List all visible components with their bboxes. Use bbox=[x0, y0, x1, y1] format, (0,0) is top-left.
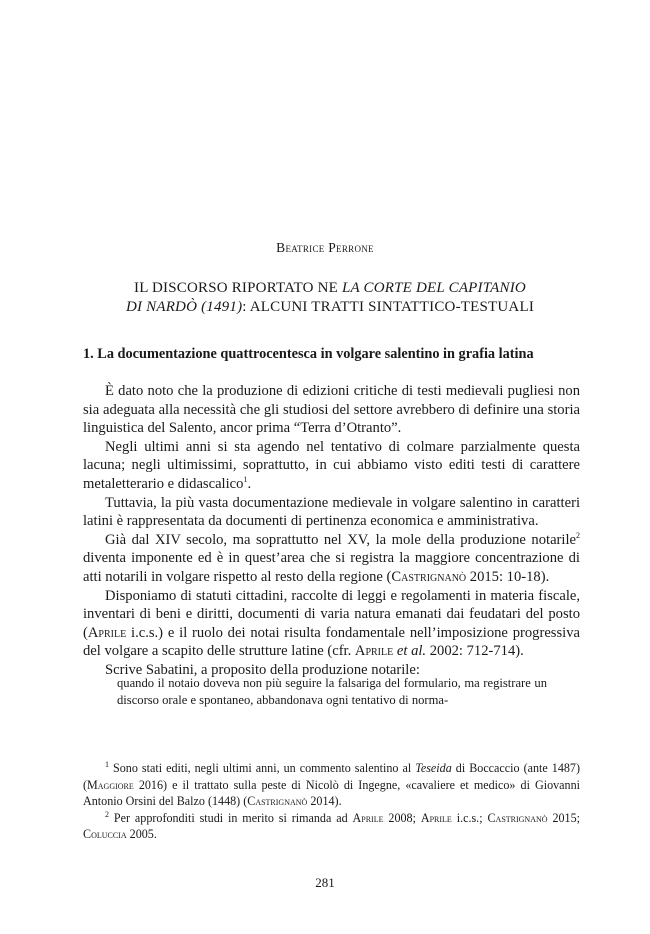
citation-aprile-2: Aprile bbox=[354, 643, 394, 660]
citation-castrignano: Castrignanò bbox=[391, 568, 467, 585]
footnote-2-text-d: 2015; bbox=[547, 810, 580, 825]
title-part-1: IL DISCORSO RIPORTATO NE bbox=[134, 280, 342, 296]
footnote-2-number: 2 bbox=[105, 809, 109, 819]
footnote-1-text-c: 2016) e il trattato sulla peste di Nicolò di Ingegne, «cavaliere et medico» di Giovanni Antonio Orsini del Balzo (1448) ( bbox=[83, 777, 580, 809]
paragraph-5-text-a: Disponiamo di statuti cittadini, raccolte di leggi e regolamenti in materia fiscale, inventari di beni e diritti, documenti di varia natura emanati dai feudatari del posto ( bbox=[83, 587, 580, 641]
footnote-2-cite-aprile-1: Aprile bbox=[352, 810, 384, 825]
footnote-1 bbox=[83, 760, 580, 810]
footnote-2 bbox=[83, 810, 580, 843]
paragraph-4-text-a: Già dal XIV secolo, ma soprattutto nel XV, la mole della produzione notarile bbox=[105, 531, 576, 548]
footnote-2-text-e: 2005. bbox=[126, 827, 157, 842]
paragraph-6: Scrive Sabatini, a proposito della produzione notarile: bbox=[105, 661, 420, 678]
paragraph-1: È dato noto che la produzione di edizioni critiche di testi medievali pugliesi non sia adeguata alla necessità che gli studiosi del settore avrebbero di definire una storia linguistica del Salento, ancor prima “Terra d’Otranto”. bbox=[83, 383, 580, 437]
paragraph-3: Tuttavia, la più vasta documentazione medievale in volgare salentino in caratteri latini è rappresentata da documenti di pertinenza economica e amministrativa. bbox=[83, 494, 580, 530]
footnote-2-cite-coluccia: Coluccia bbox=[83, 827, 127, 842]
article-title bbox=[95, 279, 565, 317]
page-number: 281 bbox=[315, 875, 335, 890]
footnote-2-text-a: Per approfonditi studi in merito si rimanda ad bbox=[109, 810, 353, 825]
footnote-ref-1[interactable]: 1 bbox=[243, 475, 248, 485]
paragraph-5 bbox=[83, 587, 580, 661]
body-text bbox=[83, 382, 580, 680]
paragraph-2 bbox=[83, 438, 580, 494]
footnote-1-cite-castrignano: Castrignanò bbox=[247, 794, 308, 809]
paragraph-4-text-c: 2015: 10-18). bbox=[466, 568, 550, 585]
paragraph-5-text-c: 2002: 712-714). bbox=[426, 643, 524, 660]
title-part-2: : ALCUNI TRATTI SINTATTICO-TESTUALI bbox=[242, 299, 535, 315]
footnote-1-number: 1 bbox=[105, 759, 109, 769]
paragraph-2-end: . bbox=[247, 475, 252, 492]
footnote-1-work: Teseida bbox=[415, 761, 452, 775]
footnote-1-cite-maggiore: Maggiore bbox=[87, 777, 134, 792]
footnote-ref-2[interactable]: 2 bbox=[576, 530, 580, 540]
author-name: Beatrice Perrone bbox=[276, 240, 374, 255]
footnote-2-cite-aprile-2: Aprile bbox=[420, 810, 452, 825]
paragraph-4 bbox=[83, 531, 580, 587]
paragraph-5-text-b: i.c.s.) e il ruolo dei notai risulta fondamentale nell’imposizione progressiva del volgare a scapito delle strutture latine (cfr. bbox=[83, 624, 580, 660]
footnote-2-text-c: i.c.s.; bbox=[451, 810, 488, 825]
footnote-1-text-d: 2014). bbox=[307, 794, 342, 809]
paragraph-4-text-b: diventa imponente ed è in quest’area che si registra la maggiore concentrazione di atti notarili in volgare rispetto al resto della regione ( bbox=[83, 550, 580, 585]
section-heading: 1. La documentazione quattrocentesca in volgare salentino in grafia latina bbox=[83, 346, 534, 362]
citation-et-al: et al. bbox=[396, 643, 427, 660]
footnotes bbox=[83, 760, 580, 843]
footnote-1-text-a: Sono stati editi, negli ultimi anni, un commento salentino al bbox=[109, 761, 416, 775]
paragraph-2-text: Negli ultimi anni si sta agendo nel tentativo di colmare parzialmente questa lacuna; negli ultimissimi, soprattutto, in cui abbiamo visto editi testi di carattere metaletterario e didascalico bbox=[83, 438, 580, 492]
block-quote: quando il notaio doveva non più seguire la falsariga del formulario, ma registrare un discorso orale e spontaneo, abbandonava ogni tentativo di norma- bbox=[117, 676, 547, 707]
title-italic-1: LA CORTE DEL CAPITANIO bbox=[341, 280, 526, 296]
footnote-1-text-b: di Boccaccio (ante 1487) ( bbox=[83, 761, 580, 792]
footnote-2-cite-castrignano: Castrignanò bbox=[487, 810, 548, 825]
footnote-2-text-b: 2008; bbox=[383, 810, 421, 825]
citation-aprile-1: Aprile bbox=[87, 624, 127, 641]
title-italic-2: DI NARDÒ (1491) bbox=[125, 299, 243, 315]
